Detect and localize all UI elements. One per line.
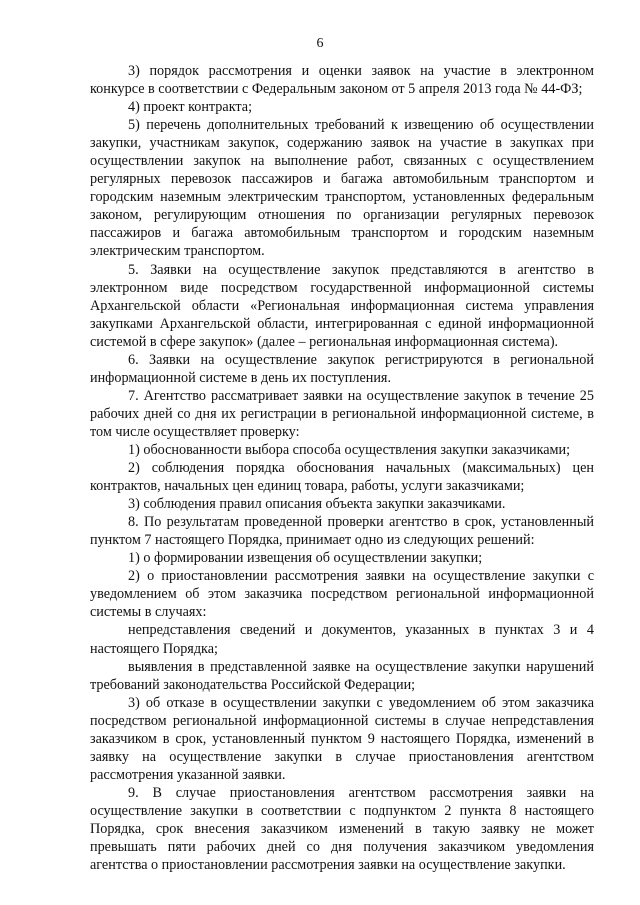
clause-8-item-1: 1) о формировании извещения об осуществлении закупки; [128, 550, 483, 567]
clause-8-item-3: 3) об отказе в осуществлении закупки с уведомлением об этом заказчика посредством региональной информационной системы в случае непредставления заказчиком в срок, установленный пунктом 9 настоящего Порядка, изменений в заявку на осуществление закупки в случае приостановления агентством рассмотрения указанной заявки. [90, 694, 594, 783]
document-body [90, 62, 594, 874]
clause-7-item-3: 3) соблюдения правил описания объекта закупки заказчиками. [128, 496, 506, 513]
clause-7-item-2: 2) соблюдения порядка обоснования начальных (максимальных) цен контрактов, начальных цен единиц товара, работы, услуги заказчиками; [90, 460, 594, 495]
clause-8-item-2: 2) о приостановлении рассмотрения заявки на осуществление закупки с уведомлением об этом заказчика посредством региональной информационной системы в случаях: [90, 568, 594, 621]
clause-8-item-2-case-a: непредставления сведений и документов, указанных в пунктах 3 и 4 настоящего Порядка; [90, 622, 594, 657]
clause-5-application-submission: 5. Заявки на осуществление закупок представляются в агентство в электронном виде посредством государственной информационной системы Архангельской области «Региональная информационная система управления закупками Архангельской области, интегрированная с единой информационной системой в сфере закупок» (далее – региональная информационная система). [90, 261, 594, 350]
clause-8-decisions: 8. По результатам проведенной проверки агентство в срок, установленный пунктом 7 настоящего Порядка, принимает одно из следующих решений: [90, 514, 594, 549]
paragraph-4-draft-contract: 4) проект контракта; [128, 99, 253, 116]
clause-7-application-review: 7. Агентство рассматривает заявки на осуществление закупок в течение 25 рабочих дней со дня их регистрации в региональной информационной системе, в том числе осуществляет проверку: [90, 387, 594, 440]
clause-7-item-1: 1) обоснованности выбора способа осуществления закупки заказчиками; [128, 441, 571, 458]
page-number: 6 [316, 36, 324, 51]
paragraph-5-additional-requirements: 5) перечень дополнительных требований к извещению об осуществлении закупки, участникам закупок, содержанию заявок на участие в закупках при осуществлении закупок на выполнение работ, связанных с осуществлением регулярных перевозок пассажиров и багажа автомобильным транспортом и городским наземным электрическим транспортом, установленных федеральным законом, регулирующим отношения по организации регулярных перевозок пассажиров и багажа автомобильным транспортом и городским наземным электрическим транспортом. [90, 117, 594, 260]
paragraph-3-review-procedure: 3) порядок рассмотрения и оценки заявок на участие в электронном конкурсе в соответствии с Федеральным законом от 5 апреля 2013 года № 44-ФЗ; [90, 63, 594, 98]
clause-8-item-2-case-b: выявления в представленной заявке на осуществление закупки нарушений требований законодательства Российской Федерации; [90, 658, 594, 693]
clause-6-application-registration: 6. Заявки на осуществление закупок регистрируются в региональной информационной системе в день их поступления. [90, 351, 594, 386]
clause-9-suspension-term: 9. В случае приостановления агентством рассмотрения заявки на осуществление закупки в соответствии с подпунктом 2 пункта 8 настоящего Порядка, срок внесения заказчиком изменений в такую заявку не может превышать пяти рабочих дней со дня получения заказчиком уведомления агентства о приостановлении рассмотрения заявки на осуществление закупки. [90, 784, 594, 874]
